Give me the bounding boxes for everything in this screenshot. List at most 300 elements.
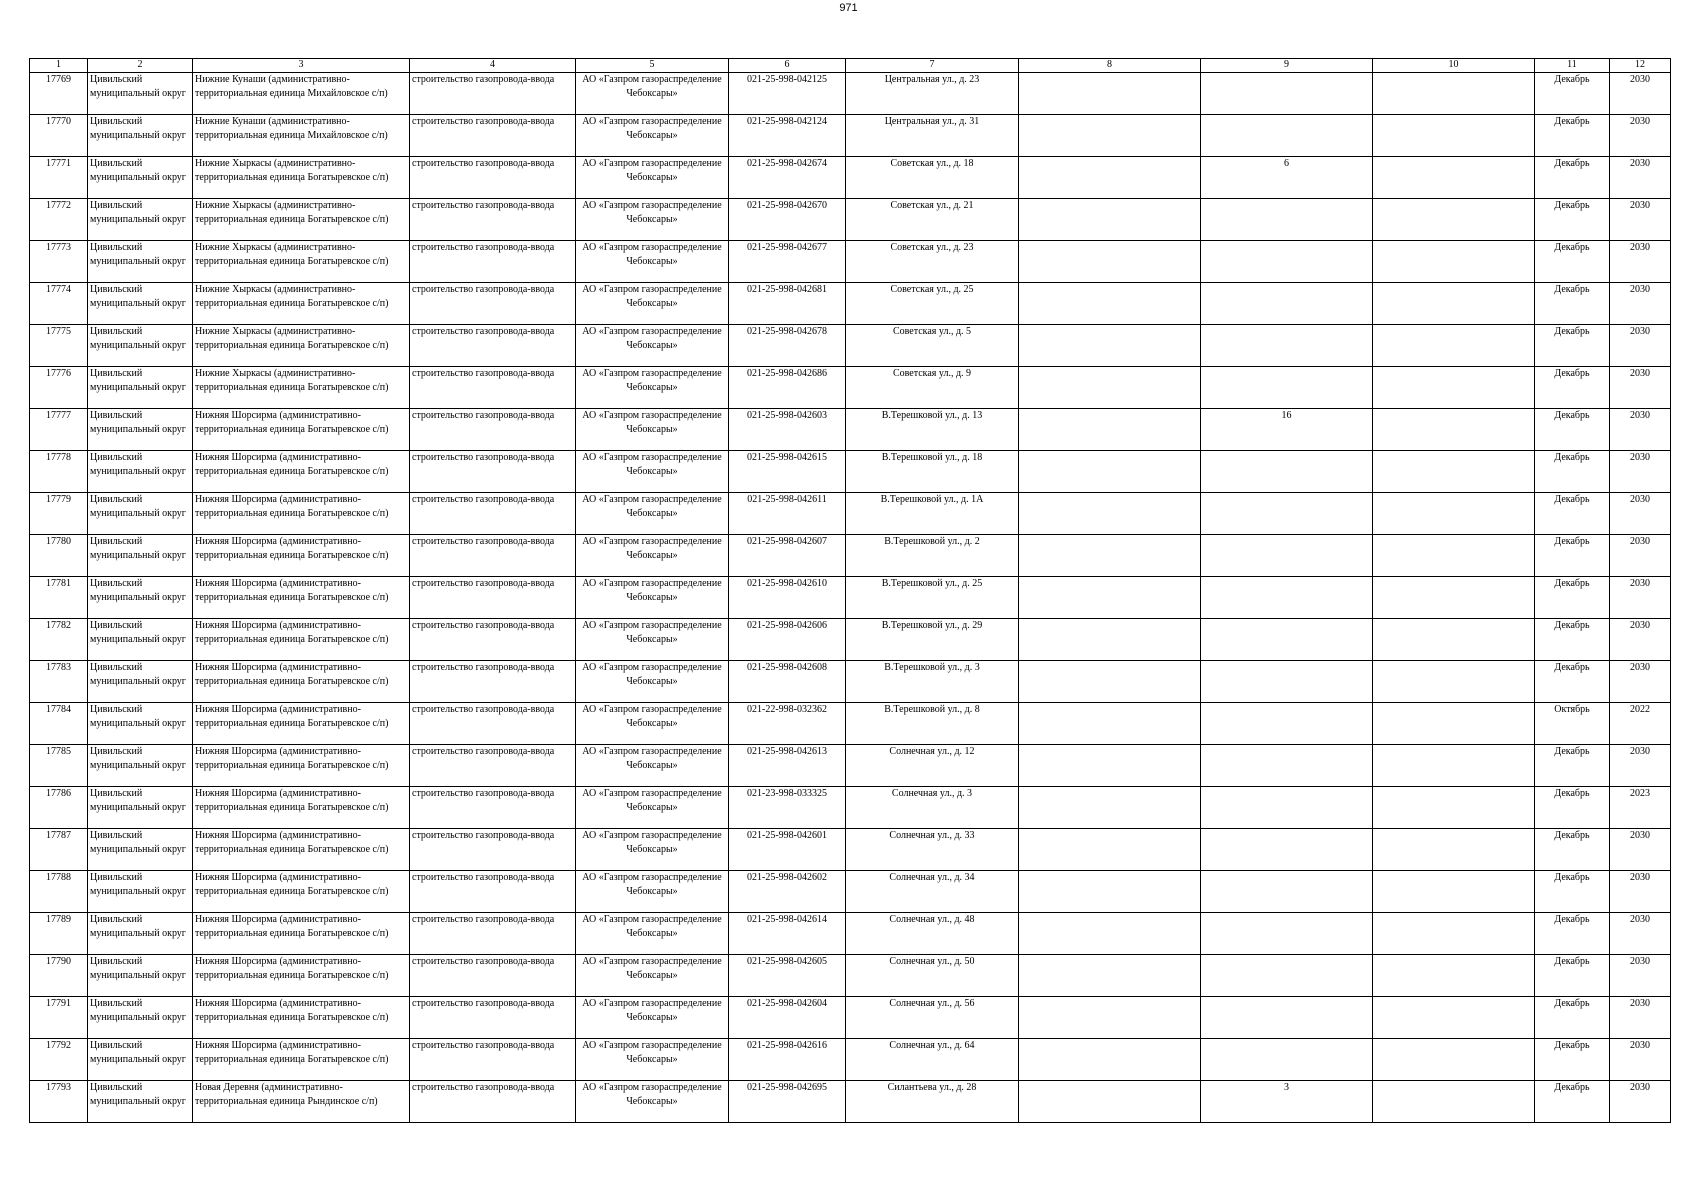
work-type-cell [410,115,576,157]
col9-cell-text [1203,73,1370,114]
col9-cell-text [1203,241,1370,282]
col9-cell-text [1203,619,1370,660]
col9-cell-text [1203,955,1370,996]
col8-cell-text [1021,619,1198,660]
year-cell [1610,661,1671,703]
col10-cell-text [1375,367,1532,408]
row-number [30,703,88,745]
year-cell-text: 2030 [1630,956,1650,967]
organization-cell-text: АО «Газпром газораспределение Чебоксары» [582,1040,722,1065]
month-cell-text: Декабрь [1554,242,1590,253]
year-cell [1610,577,1671,619]
code-cell [729,703,846,745]
address-cell-text: В.Терешковой ул., д. 29 [881,620,983,631]
col10-cell-text [1375,619,1532,660]
address-cell-text: В.Терешковой ул., д. 1А [880,494,984,505]
district-cell [88,325,193,367]
address-cell [846,199,1019,241]
row-number-text: 17793 [46,1082,71,1093]
settlement-cell-text: Нижняя Шорсирма (административно-территориальная единица Богатыревское с/п) [195,956,389,981]
district-cell-text: Цивильский муниципальный округ [90,704,186,729]
col9-cell [1201,745,1373,787]
col9-cell-text [1203,451,1370,492]
col8-cell [1019,829,1201,871]
year-cell [1610,157,1671,199]
district-cell-text: Цивильский муниципальный округ [90,284,186,309]
col8-cell [1019,493,1201,535]
address-cell [846,955,1019,997]
address-cell [846,535,1019,577]
address-cell-text: Советская ул., д. 9 [892,368,972,379]
district-cell [88,199,193,241]
col8-cell [1019,745,1201,787]
month-cell [1535,619,1610,661]
code-cell-text: 021-25-998-042614 [747,914,827,925]
column-header: 2 [88,59,193,73]
settlement-cell-text: Нижняя Шорсирма (административно-территориальная единица Богатыревское с/п) [195,578,389,603]
col8-cell [1019,367,1201,409]
table-row [30,199,1671,241]
organization-cell [576,199,729,241]
col10-cell-text [1375,493,1532,534]
col8-cell-text [1021,451,1198,492]
work-type-cell-text: строительство газопровода-ввода [412,998,555,1009]
col9-cell [1201,283,1373,325]
address-cell [846,1081,1019,1123]
work-type-cell [410,913,576,955]
settlement-cell-text: Нижняя Шорсирма (административно-территориальная единица Богатыревское с/п) [195,494,389,519]
settlement-cell [193,115,410,157]
organization-cell-text: АО «Газпром газораспределение Чебоксары» [582,326,722,351]
code-cell [729,997,846,1039]
col8-cell [1019,955,1201,997]
month-cell-text: Декабрь [1554,914,1590,925]
code-cell [729,955,846,997]
col10-cell-text [1375,409,1532,450]
col8-cell [1019,661,1201,703]
settlement-cell-text: Нижняя Шорсирма (административно-территориальная единица Богатыревское с/п) [195,452,389,477]
col8-cell [1019,73,1201,115]
year-cell-text: 2030 [1630,200,1650,211]
work-type-cell-text: строительство газопровода-ввода [412,872,555,883]
year-cell [1610,73,1671,115]
settlement-cell-text: Нижние Хыркасы (административно-территориальная единица Богатыревское с/п) [195,200,389,225]
organization-cell [576,997,729,1039]
col8-cell-text [1021,241,1198,282]
col10-cell [1373,619,1535,661]
code-cell [729,871,846,913]
district-cell [88,73,193,115]
organization-cell-text: АО «Газпром газораспределение Чебоксары» [582,158,722,183]
col9-cell [1201,787,1373,829]
col9-cell [1201,325,1373,367]
district-cell-text: Цивильский муниципальный округ [90,200,186,225]
table-header-row [30,59,1671,73]
code-cell [729,1039,846,1081]
row-number-text: 17776 [46,368,71,379]
row-number-text: 17771 [46,158,71,169]
settlement-cell-text: Нижняя Шорсирма (административно-территориальная единица Богатыревское с/п) [195,746,389,771]
row-number [30,73,88,115]
row-number-text: 17769 [46,74,71,85]
year-cell-text: 2030 [1630,620,1650,631]
settlement-cell [193,409,410,451]
district-cell-text: Цивильский муниципальный округ [90,452,186,477]
row-number-text: 17775 [46,326,71,337]
col9-cell [1201,577,1373,619]
col9-cell-text [1203,871,1370,912]
work-type-cell [410,997,576,1039]
code-cell [729,913,846,955]
code-cell [729,577,846,619]
year-cell [1610,955,1671,997]
month-cell-text: Декабрь [1554,284,1590,295]
col10-cell [1373,787,1535,829]
address-cell [846,451,1019,493]
organization-cell [576,73,729,115]
address-cell-text: В.Терешковой ул., д. 13 [881,410,983,421]
address-cell-text: Солнечная ул., д. 33 [889,830,975,841]
code-cell-text: 021-25-998-042674 [747,158,827,169]
col10-cell [1373,535,1535,577]
code-cell-text: 021-25-998-042616 [747,1040,827,1051]
code-cell-text: 021-25-998-042615 [747,452,827,463]
code-cell [729,409,846,451]
row-number [30,1081,88,1123]
row-number [30,199,88,241]
code-cell-text: 021-25-998-042611 [747,494,827,505]
col9-cell-text [1203,115,1370,156]
address-cell [846,745,1019,787]
year-cell [1610,913,1671,955]
settlement-cell [193,619,410,661]
col10-cell [1373,241,1535,283]
settlement-cell [193,913,410,955]
col9-cell [1201,871,1373,913]
settlement-cell [193,787,410,829]
address-cell-text: Советская ул., д. 25 [890,284,974,295]
address-cell-text: Советская ул., д. 23 [890,242,974,253]
month-cell [1535,199,1610,241]
table-row [30,1039,1671,1081]
district-cell-text: Цивильский муниципальный округ [90,578,186,603]
row-number [30,367,88,409]
work-type-cell [410,409,576,451]
address-cell-text: Центральная ул., д. 23 [884,74,980,85]
district-cell-text: Цивильский муниципальный округ [90,158,186,183]
col8-cell-text [1021,157,1198,198]
organization-cell-text: АО «Газпром газораспределение Чебоксары» [582,200,722,225]
code-cell [729,745,846,787]
work-type-cell [410,619,576,661]
month-cell-text: Декабрь [1554,1040,1590,1051]
col8-cell-text [1021,745,1198,786]
district-cell [88,577,193,619]
address-cell-text: Солнечная ул., д. 50 [889,956,975,967]
row-number [30,241,88,283]
month-cell [1535,913,1610,955]
row-number-text: 17787 [46,830,71,841]
column-header: 8 [1019,59,1201,73]
district-cell-text: Цивильский муниципальный округ [90,326,186,351]
col8-cell-text [1021,661,1198,702]
year-cell-text: 2030 [1630,746,1650,757]
col10-cell [1373,871,1535,913]
month-cell-text: Декабрь [1554,746,1590,757]
code-cell-text: 021-25-998-042124 [747,116,827,127]
organization-cell [576,829,729,871]
year-cell-text: 2030 [1630,536,1650,547]
year-cell-text: 2030 [1630,452,1650,463]
month-cell-text: Декабрь [1554,830,1590,841]
col9-cell-text [1203,661,1370,702]
district-cell [88,661,193,703]
col8-cell-text [1021,199,1198,240]
organization-cell-text: АО «Газпром газораспределение Чебоксары» [582,1082,722,1107]
col8-cell [1019,787,1201,829]
month-cell-text: Декабрь [1554,452,1590,463]
organization-cell [576,367,729,409]
month-cell-text: Декабрь [1554,788,1590,799]
col10-cell-text [1375,955,1532,996]
district-cell-text: Цивильский муниципальный округ [90,956,186,981]
settlement-cell-text: Нижние Кунаши (административно-территориальная единица Михайловское с/п) [195,116,388,141]
table-row [30,451,1671,493]
work-type-cell [410,73,576,115]
row-number [30,577,88,619]
col9-cell-text [1203,325,1370,366]
year-cell-text: 2030 [1630,74,1650,85]
col9-cell-text: 6 [1284,158,1289,169]
col10-cell-text [1375,661,1532,702]
organization-cell-text: АО «Газпром газораспределение Чебоксары» [582,368,722,393]
year-cell [1610,787,1671,829]
district-cell [88,283,193,325]
col9-cell-text [1203,787,1370,828]
row-number [30,535,88,577]
col9-cell [1201,73,1373,115]
row-number-text: 17786 [46,788,71,799]
work-type-cell-text: строительство газопровода-ввода [412,116,555,127]
year-cell [1610,493,1671,535]
col10-cell-text [1375,1039,1532,1080]
year-cell-text: 2030 [1630,410,1650,421]
col9-cell [1201,409,1373,451]
work-type-cell-text: строительство газопровода-ввода [412,74,555,85]
col8-cell-text [1021,829,1198,870]
row-number [30,913,88,955]
col8-cell [1019,199,1201,241]
col8-cell [1019,451,1201,493]
column-header: 7 [846,59,1019,73]
address-cell-text: Центральная ул., д. 31 [884,116,980,127]
row-number-text: 17792 [46,1040,71,1051]
year-cell [1610,325,1671,367]
year-cell-text: 2030 [1630,1040,1650,1051]
month-cell-text: Декабрь [1554,494,1590,505]
month-cell [1535,703,1610,745]
work-type-cell [410,577,576,619]
col10-cell-text [1375,997,1532,1038]
year-cell-text: 2030 [1630,116,1650,127]
col8-cell-text [1021,115,1198,156]
year-cell-text: 2030 [1630,494,1650,505]
code-cell-text: 021-25-998-042678 [747,326,827,337]
organization-cell [576,493,729,535]
code-cell [729,493,846,535]
organization-cell [576,745,729,787]
work-type-cell [410,871,576,913]
month-cell-text: Декабрь [1554,74,1590,85]
code-cell-text: 021-22-998-032362 [747,704,827,715]
address-cell [846,157,1019,199]
month-cell [1535,871,1610,913]
settlement-cell-text: Нижние Кунаши (административно-территориальная единица Михайловское с/п) [195,74,388,99]
month-cell-text: Декабрь [1554,1082,1590,1093]
col10-cell [1373,451,1535,493]
code-cell [729,1081,846,1123]
settlement-cell-text: Новая Деревня (административно-территориальная единица Рындинское с/п) [195,1082,378,1107]
row-number-text: 17789 [46,914,71,925]
work-type-cell-text: строительство газопровода-ввода [412,494,555,505]
col8-cell [1019,241,1201,283]
table-row [30,241,1671,283]
address-cell-text: Советская ул., д. 18 [890,158,974,169]
address-cell [846,115,1019,157]
row-number [30,157,88,199]
work-type-cell-text: строительство газопровода-ввода [412,326,555,337]
col10-cell [1373,73,1535,115]
row-number [30,661,88,703]
work-type-cell-text: строительство газопровода-ввода [412,1040,555,1051]
work-type-cell [410,829,576,871]
settlement-cell-text: Нижняя Шорсирма (административно-территориальная единица Богатыревское с/п) [195,620,389,645]
month-cell-text: Декабрь [1554,200,1590,211]
organization-cell [576,451,729,493]
col10-cell-text [1375,451,1532,492]
settlement-cell [193,661,410,703]
month-cell-text: Октябрь [1554,704,1590,715]
code-cell-text: 021-25-998-042613 [747,746,827,757]
address-cell [846,703,1019,745]
col9-cell [1201,199,1373,241]
work-type-cell [410,535,576,577]
organization-cell [576,409,729,451]
row-number-text: 17791 [46,998,71,1009]
address-cell-text: Солнечная ул., д. 56 [889,998,975,1009]
col8-cell [1019,115,1201,157]
table-row [30,325,1671,367]
settlement-cell [193,241,410,283]
column-header: 4 [410,59,576,73]
work-type-cell [410,241,576,283]
work-type-cell [410,1039,576,1081]
col9-cell-text [1203,1039,1370,1080]
col8-cell [1019,1039,1201,1081]
organization-cell [576,1081,729,1123]
year-cell [1610,871,1671,913]
code-cell-text: 021-25-998-042601 [747,830,827,841]
page-number: 971 [839,2,858,14]
settlement-cell-text: Нижние Хыркасы (административно-территориальная единица Богатыревское с/п) [195,284,389,309]
work-type-cell [410,493,576,535]
month-cell [1535,367,1610,409]
register-table [29,58,1671,1123]
row-number-text: 17783 [46,662,71,673]
organization-cell-text: АО «Газпром газораспределение Чебоксары» [582,914,722,939]
code-cell-text: 021-25-998-042602 [747,872,827,883]
settlement-cell-text: Нижние Хыркасы (административно-территориальная единица Богатыревское с/п) [195,158,389,183]
address-cell [846,871,1019,913]
organization-cell-text: АО «Газпром газораспределение Чебоксары» [582,956,722,981]
table-row [30,661,1671,703]
settlement-cell-text: Нижняя Шорсирма (административно-территориальная единица Богатыревское с/п) [195,662,389,687]
row-number [30,115,88,157]
district-cell-text: Цивильский муниципальный округ [90,368,186,393]
work-type-cell [410,661,576,703]
settlement-cell [193,325,410,367]
settlement-cell [193,1039,410,1081]
year-cell [1610,745,1671,787]
month-cell-text: Декабрь [1554,998,1590,1009]
organization-cell [576,619,729,661]
col10-cell [1373,115,1535,157]
col10-cell [1373,577,1535,619]
col10-cell [1373,157,1535,199]
organization-cell [576,913,729,955]
col10-cell [1373,913,1535,955]
col10-cell-text [1375,1081,1532,1122]
work-type-cell-text: строительство газопровода-ввода [412,368,555,379]
settlement-cell [193,997,410,1039]
address-cell [846,325,1019,367]
month-cell [1535,157,1610,199]
col8-cell-text [1021,409,1198,450]
row-number [30,283,88,325]
address-cell [846,787,1019,829]
district-cell [88,619,193,661]
district-cell [88,871,193,913]
year-cell-text: 2030 [1630,1082,1650,1093]
table-row [30,283,1671,325]
month-cell-text: Декабрь [1554,158,1590,169]
col9-cell-text [1203,283,1370,324]
code-cell [729,451,846,493]
col10-cell [1373,199,1535,241]
settlement-cell [193,1081,410,1123]
col8-cell-text [1021,493,1198,534]
col9-cell-text [1203,367,1370,408]
address-cell [846,73,1019,115]
row-number [30,871,88,913]
col9-cell [1201,493,1373,535]
settlement-cell [193,577,410,619]
col8-cell-text [1021,283,1198,324]
year-cell [1610,199,1671,241]
row-number [30,493,88,535]
col10-cell [1373,1039,1535,1081]
code-cell-text: 021-25-998-042670 [747,200,827,211]
district-cell [88,787,193,829]
col10-cell [1373,661,1535,703]
month-cell-text: Декабрь [1554,662,1590,673]
code-cell [729,829,846,871]
col10-cell-text [1375,913,1532,954]
district-cell-text: Цивильский муниципальный округ [90,830,186,855]
row-number-text: 17790 [46,956,71,967]
year-cell-text: 2022 [1630,704,1650,715]
month-cell [1535,241,1610,283]
